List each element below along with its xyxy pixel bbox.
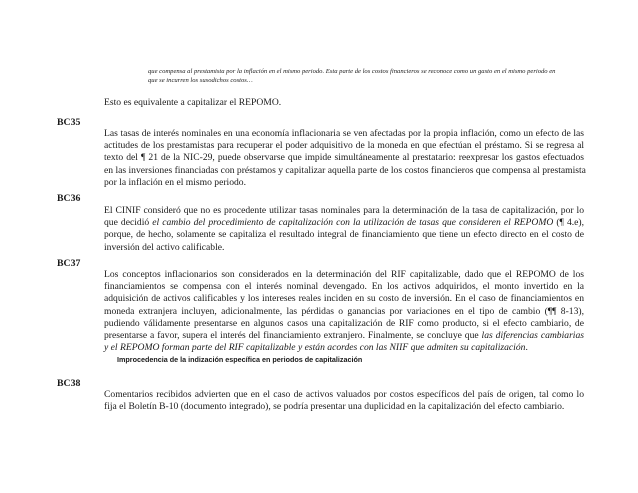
paragraph-line: pudiendo válidamente presentarse en algunos casos una capitalización de RIF como producto, si el efecto cambiario, de <box>104 317 584 329</box>
italic-text-run: y el REPOMO forman parte del RIF capitalizable y están acordes con las NIIF que admiten su capitalización <box>104 342 526 354</box>
paragraph-line: El CINIF consideró que no es procedente utilizar tasas nominales para la determinación de la tasa de capitalización, por lo <box>104 205 584 216</box>
paragraph-line: por la inflación en el mismo periodo. <box>104 176 247 188</box>
paragraph-line: adquisición de activos calificables y los intereses reales inciden en su costo de inversión. En el caso de financiamientos en <box>104 293 584 305</box>
paragraph-bc35 <box>104 128 584 189</box>
paragraph-line: Comentarios recibidos advierten que en el caso de activos valuados por costos específicos del país de origen, tal como lo <box>104 389 584 400</box>
text-run: presentarse a favor, supera el interés del financiamiento extranjero. Finalmente, se concluye que <box>104 330 482 342</box>
paragraph-line: porque, de hecho, solamente se capitaliza el resultado integral de financiamiento que tiene un efecto directo en el costo de <box>104 229 584 241</box>
quote-line: que se incurren los susodichos costos… <box>148 77 253 85</box>
paragraph-bc36 <box>104 205 584 254</box>
paragraph-number-bc38: BC38 <box>57 378 81 389</box>
paragraph-line: inversión del activo calificable. <box>104 241 225 253</box>
paragraph-line: fija el Boletín B-10 (documento integrado), se podría presentar una duplicidad en la capitalización del efecto cambiario. <box>104 401 565 413</box>
paragraph-line: texto del ¶ 21 de la NIC-29, puede observarse que impide simultáneamente al prestatario: reexpresar los gastos efectuados <box>104 152 584 164</box>
paragraph-line: financiamientos se compensa con el interés nominal devengado. En los activos adquiridos, el monto invertido en la <box>104 281 584 293</box>
text-run: . <box>525 342 528 354</box>
paragraph-line: actitudes de los prestamistas para recuperar el poder adquisitivo de la moneda en que efectúan el préstamo. Si se regresa al <box>104 140 584 152</box>
paragraph-line <box>104 342 584 354</box>
paragraph-line <box>104 330 584 342</box>
section-subheading: Improcedencia de la indización específica en periodos de capitalización <box>117 355 363 364</box>
text-run: que decidió <box>104 217 153 229</box>
paragraph-line: Los conceptos inflacionarios son considerados en la determinación del RIF capitalizable, dado que el REPOMO de los <box>104 269 584 280</box>
paragraph-bc37 <box>104 269 584 354</box>
intro-paragraph: Esto es equivalente a capitalizar el REPOMO. <box>104 97 282 108</box>
paragraph-line: en las inversiones financiadas con préstamos y capitalizar aquella parte de los costos financieros que compensa al prestamista <box>104 164 586 176</box>
paragraph-bc38 <box>104 389 584 413</box>
paragraph-number-bc37: BC37 <box>57 258 81 269</box>
paragraph-number-bc35: BC35 <box>57 117 81 128</box>
italic-text-run: el cambio del procedimiento de capitalización con la utilización de tasas que consideren el REPOMO <box>152 217 554 229</box>
quote-line: que compensa al prestamista por la inflación en el mismo periodo. Esta parte de los costos financieros se reconoce como un gasto en el mismo periodo en <box>148 68 556 75</box>
paragraph-number-bc36: BC36 <box>57 193 81 204</box>
quoted-text <box>148 67 588 86</box>
italic-text-run: las diferencias cambiarias <box>481 330 584 342</box>
text-run: (¶ 4.e), <box>553 217 584 229</box>
paragraph-line <box>104 217 584 229</box>
paragraph-line: moneda extranjera incluyen, adicionalmente, las pérdidas o ganancias por variaciones en el tipo de cambio (¶¶ 8-13), <box>104 305 584 317</box>
paragraph-line: Las tasas de interés nominales en una economía inflacionaria se ven afectadas por la propia inflación, como un efecto de las <box>104 128 584 139</box>
